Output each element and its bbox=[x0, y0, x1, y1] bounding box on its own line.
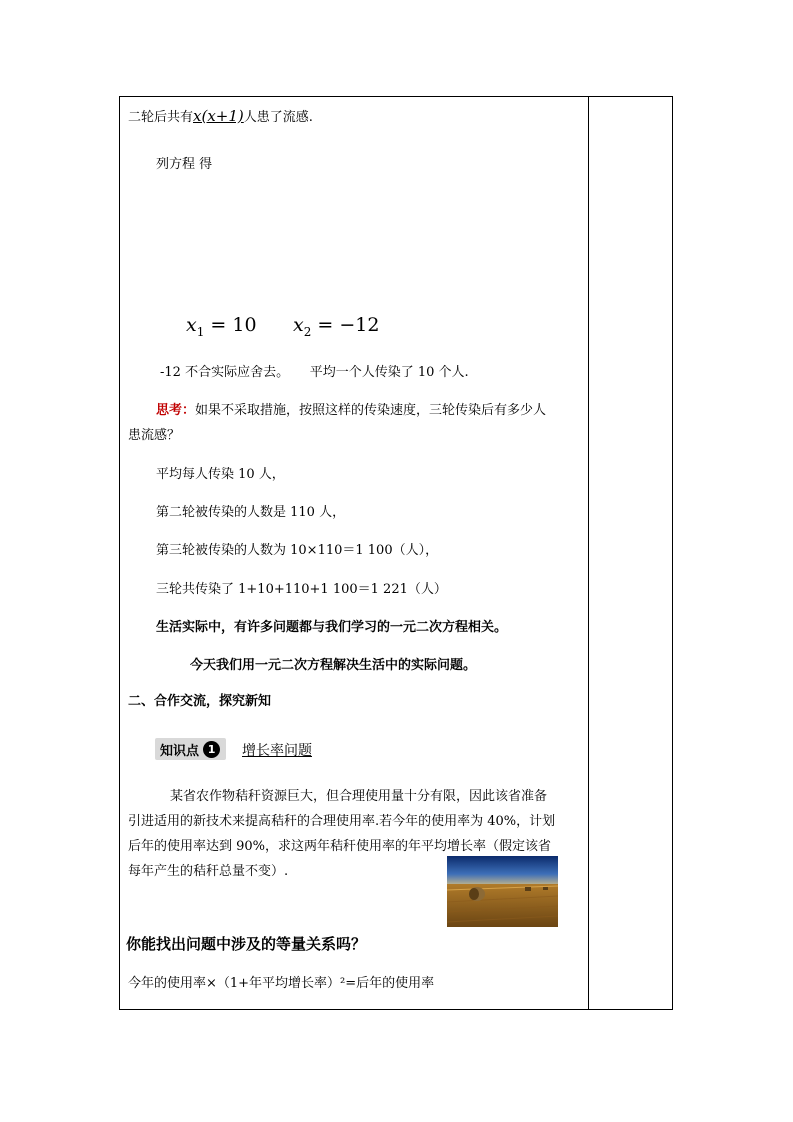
problem-line1: 某省农作物秸秆资源巨大，但合理使用量十分有限，因此该省准备 bbox=[170, 789, 548, 804]
think-text1: 如果不采取措施，按照这样的传染速度，三轮传染后有多少人 bbox=[195, 403, 547, 418]
x2-value: = −12 bbox=[317, 314, 380, 336]
think-line1 bbox=[156, 402, 546, 420]
hay-field-photo bbox=[447, 856, 558, 927]
third-line: 第三轮被传染的人数为 10×110＝1 100（人）， bbox=[156, 543, 439, 558]
section2-heading: 二、合作交流，探究新知 bbox=[128, 694, 272, 709]
root-x1 bbox=[186, 313, 257, 344]
line1-prefix: 二轮后共有 bbox=[128, 110, 194, 125]
equation-label: 列方程 得 bbox=[156, 157, 213, 172]
topic-title: 增长率问题 bbox=[242, 743, 312, 759]
x1-var: x bbox=[186, 314, 197, 336]
second-round-line bbox=[128, 107, 313, 127]
problem-line4: 每年产生的秸秆总量不变）. bbox=[128, 864, 289, 879]
x1-sub: 1 bbox=[196, 325, 205, 339]
content-cell bbox=[120, 97, 588, 1009]
second-line: 第二轮被传染的人数是 110 人， bbox=[156, 505, 346, 520]
lesson-table bbox=[119, 96, 673, 1010]
x2-sub: 2 bbox=[303, 325, 312, 339]
relation-line: 今年的使用率×（1+年平均增长率）²=后年的使用率 bbox=[128, 976, 435, 991]
badge-number-icon: 1 bbox=[203, 741, 220, 758]
line1-expression: x(x+1) bbox=[193, 107, 244, 125]
total-line: 三轮共传染了 1+10+110+1 100＝1 221（人） bbox=[156, 582, 447, 597]
life-line: 生活实际中，有许多问题都与我们学习的一元二次方程相关。 bbox=[156, 620, 508, 635]
question-heading: 你能找出问题中涉及的等量关系吗？ bbox=[126, 935, 367, 953]
x1-value: = 10 bbox=[210, 314, 257, 336]
problem-line2: 引进适用的新技术来提高秸秆的合理使用率.若今年的使用率为 40%，计划 bbox=[128, 814, 556, 829]
badge-label: 知识点 bbox=[160, 743, 200, 759]
knowledge-badge bbox=[155, 738, 226, 760]
column-divider bbox=[588, 97, 589, 1009]
discard-note: -12 不合实际应舍去。 平均一个人传染了 10 个人. bbox=[160, 365, 469, 380]
think-line2: 患流感？ bbox=[128, 428, 181, 443]
problem-line3: 后年的使用率达到 90%，求这两年秸秆使用率的年平均增长率（假定该省 bbox=[128, 839, 552, 854]
today-line: 今天我们用一元二次方程解决生活中的实际问题。 bbox=[190, 658, 477, 673]
think-label: 思考： bbox=[156, 403, 196, 418]
root-x2 bbox=[293, 313, 379, 344]
x2-var: x bbox=[293, 314, 304, 336]
avg-line: 平均每人传染 10 人， bbox=[156, 467, 285, 482]
line1-suffix: 人患了流感. bbox=[243, 110, 313, 125]
